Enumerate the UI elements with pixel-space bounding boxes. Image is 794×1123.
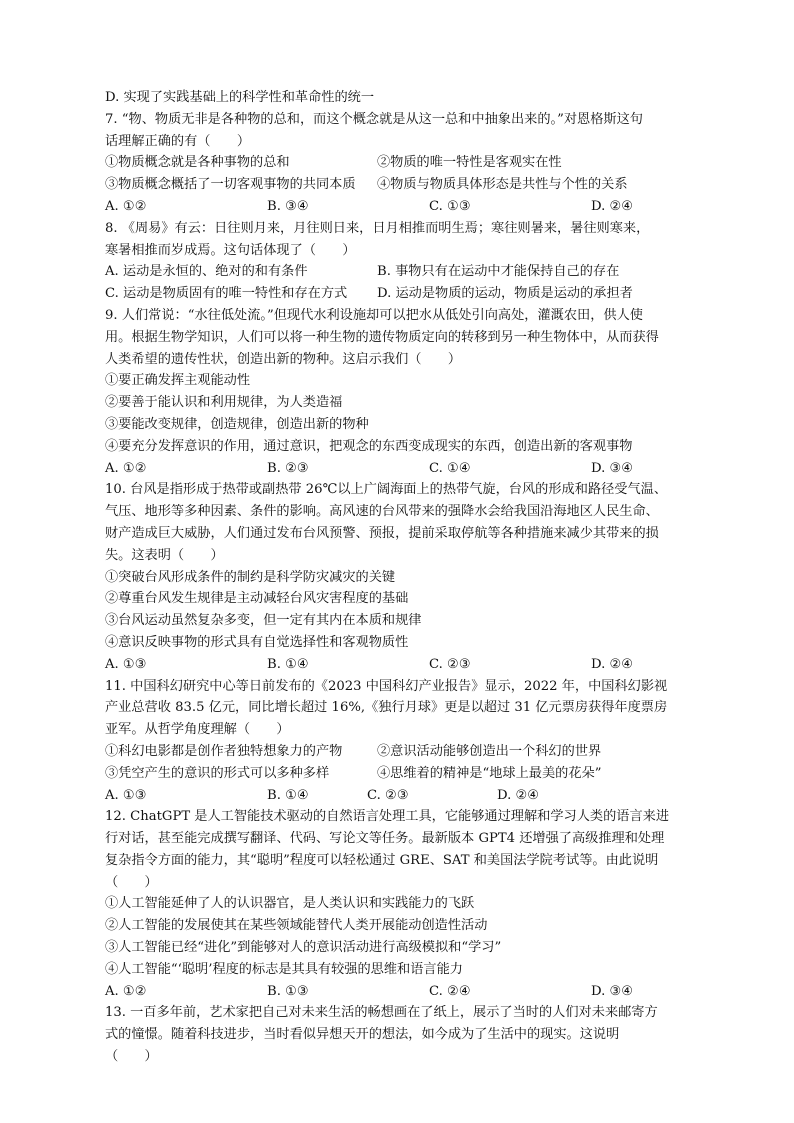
question-9-stem-cont: 人类希望的遗传性状，创造出新的物种。这启示我们（ ） [105, 351, 462, 367]
question-8-stem: 8. 《周易》有云：日往则月来，月往则日来，日月相推而明生焉；寒往则暑来，暑往则寒来， [105, 220, 650, 236]
option-c: C. ②③ [429, 656, 471, 672]
statement: ①物质概念就是各种事物的总和 [105, 155, 290, 171]
question-8-options-row1 [105, 261, 705, 283]
question-7-options [105, 196, 705, 218]
option-a: A. ①② [105, 983, 147, 999]
question-7-statements-row1 [105, 152, 705, 174]
option-b: B. ②③ [267, 460, 309, 476]
option-a: A. ①② [105, 198, 147, 214]
option-b: B. ①④ [267, 656, 309, 672]
statement: ②尊重台风发生规律是主动减轻台风灾害程度的基础 [105, 591, 409, 607]
option-a: A. ①② [105, 460, 147, 476]
question-11-stem: 11. 中国科幻研究中心等日前发布的《2023 中国科幻产业报告》显示，2022 年，中国科幻影视 [105, 678, 668, 694]
question-12-options [105, 981, 705, 1003]
option-d: D. ③④ [591, 983, 634, 999]
document-page [105, 87, 705, 1068]
question-8-stem-cont: 寒暑相推而岁成焉。这句话体现了（ ） [105, 242, 356, 258]
option-a: A. ①③ [105, 787, 147, 803]
question-11-statements-row1 [105, 741, 705, 763]
question-12-stem: 12. ChatGPT 是人工智能技术驱动的自然语言处理工具，它能够通过理解和学习人类的语言来进 [105, 809, 670, 825]
statement: ②意识活动能够创造出一个科幻的世界 [377, 743, 602, 759]
option-d-q6: D. 实现了实践基础上的科学性和革命性的统一 [105, 90, 375, 105]
question-8-options-row2 [105, 283, 705, 305]
question-13-stem: 13. 一百多年前，艺术家把自己对未来生活的畅想画在了纸上，展示了当时的人们对未来邮寄方 [105, 1005, 658, 1021]
question-11-stem-cont: 亚军。从哲学角度理解（ ） [105, 722, 290, 738]
option-d: D. 运动是物质的运动，物质是运动的承担者 [377, 286, 633, 302]
statement: ③台风运动虽然复杂多变，但一定有其内在本质和规律 [105, 613, 422, 629]
statement: ④要充分发挥意识的作用，通过意识，把观念的东西变成现实的东西，创造出新的客观事物 [105, 438, 633, 454]
option-c: C. ②③ [367, 787, 409, 803]
question-13-stem-cont: 式的憧憬。随着科技进步，当时看似异想天开的想法，如今成为了生活中的现实。这说明 [105, 1027, 620, 1043]
option-b: B. ③④ [267, 198, 309, 214]
statement: ④物质与物质具体形态是共性与个性的关系 [377, 177, 628, 193]
option-c: C. ②④ [429, 983, 471, 999]
option-d: D. ②④ [497, 787, 540, 803]
statement: ③要能改变规律，创造规律，创造出新的物种 [105, 416, 369, 432]
statement: ③人工智能已经“进化”到能够对人的意识活动进行高级模拟和“学习” [105, 940, 502, 956]
statement: ②人工智能的发展使其在某些领域能替代人类开展能动创造性活动 [105, 918, 488, 934]
option-c: C. ①④ [429, 460, 471, 476]
question-7-statements-row2 [105, 174, 705, 196]
option-d: D. ②④ [591, 656, 634, 672]
option-a: A. 运动是永恒的、绝对的和有条件 [105, 264, 308, 280]
question-11-stem-cont: 产业总营收 83.5 亿元，同比增长超过 16%,《独行月球》更是以超过 31 亿元票房获得年度票房 [105, 700, 668, 716]
question-12-stem-cont: 行对话，甚至能完成撰写翻译、代码、写论文等任务。最新版本 GPT4 还增强了高级推理和处理 [105, 831, 665, 847]
question-12-stem-cont: （ ） [105, 874, 158, 890]
question-10-stem-cont: 失。这表明（ ） [105, 547, 224, 563]
statement: ④人工智能“‘聪明’程度的标志是其具有较强的思维和语言能力 [105, 961, 463, 977]
option-d: D. ②④ [591, 198, 634, 214]
option-a: A. ①③ [105, 656, 147, 672]
question-9-stem-cont: 用。根据生物学知识，人们可以将一种生物的遗传物质定向的转移到另一种生物体中，从而获得 [105, 329, 659, 345]
option-b: B. 事物只有在运动中才能保持自己的存在 [377, 264, 620, 280]
option-b: B. ①④ [267, 787, 309, 803]
statement: ③物质概念概括了一切客观事物的共同本质 [105, 177, 356, 193]
question-10-stem-cont: 财产造成巨大威胁，人们通过发布台风预警、预报，提前采取停航等各种措施来减少其带来的损 [105, 525, 659, 541]
question-9-stem: 9. 人们常说：“水往低处流。”但现代水利设施却可以把水从低处引向高处，灌溉农田，供人使 [105, 307, 643, 323]
question-11-statements-row2 [105, 763, 705, 785]
question-12-stem-cont: 复杂指令方面的能力，其“聪明”程度可以轻松通过 GRE、SAT 和美国法学院考试等。由此说明 [105, 852, 659, 868]
statement: ②要善于能认识和利用规律，为人类造福 [105, 395, 343, 411]
option-c: C. 运动是物质固有的唯一特性和存在方式 [105, 286, 348, 302]
question-7-stem-cont: 话理解正确的有（ ） [105, 133, 251, 149]
question-11-options [105, 785, 705, 807]
question-13-stem-cont: （ ） [105, 1049, 158, 1065]
statement: ③凭空产生的意识的形式可以多种多样 [105, 765, 330, 781]
statement: ④意识反映事物的形式具有自觉选择性和客观物质性 [105, 634, 409, 650]
statement: ②物质的唯一特性是客观实在性 [377, 155, 562, 171]
question-10-stem-cont: 气压、地形等多种因素、条件的影响。高风速的台风带来的强降水会给我国沿海地区人民生命、 [105, 504, 659, 520]
statement: ④思维着的精神是“地球上最美的花朵” [377, 765, 602, 781]
statement: ①突破台风形成条件的制约是科学防灾减灾的关键 [105, 569, 396, 585]
question-10-stem: 10. 台风是指形成于热带或副热带 26℃以上广阔海面上的热带气旋，台风的形成和路径受气温、 [105, 482, 668, 498]
option-c: C. ①③ [429, 198, 471, 214]
statement: ①人工智能延伸了人的认识器官，是人类认识和实践能力的飞跃 [105, 896, 475, 912]
question-10-options [105, 654, 705, 676]
option-b: B. ①③ [267, 983, 309, 999]
statement: ①科幻电影都是创作者独特想象力的产物 [105, 743, 343, 759]
question-9-options [105, 458, 705, 480]
question-7-stem: 7. “物、物质无非是各种物的总和，而这个概念就是从这一总和中抽象出来的。”对恩格斯这句 [105, 111, 643, 127]
statement: ①要正确发挥主观能动性 [105, 373, 251, 389]
option-d: D. ③④ [591, 460, 634, 476]
